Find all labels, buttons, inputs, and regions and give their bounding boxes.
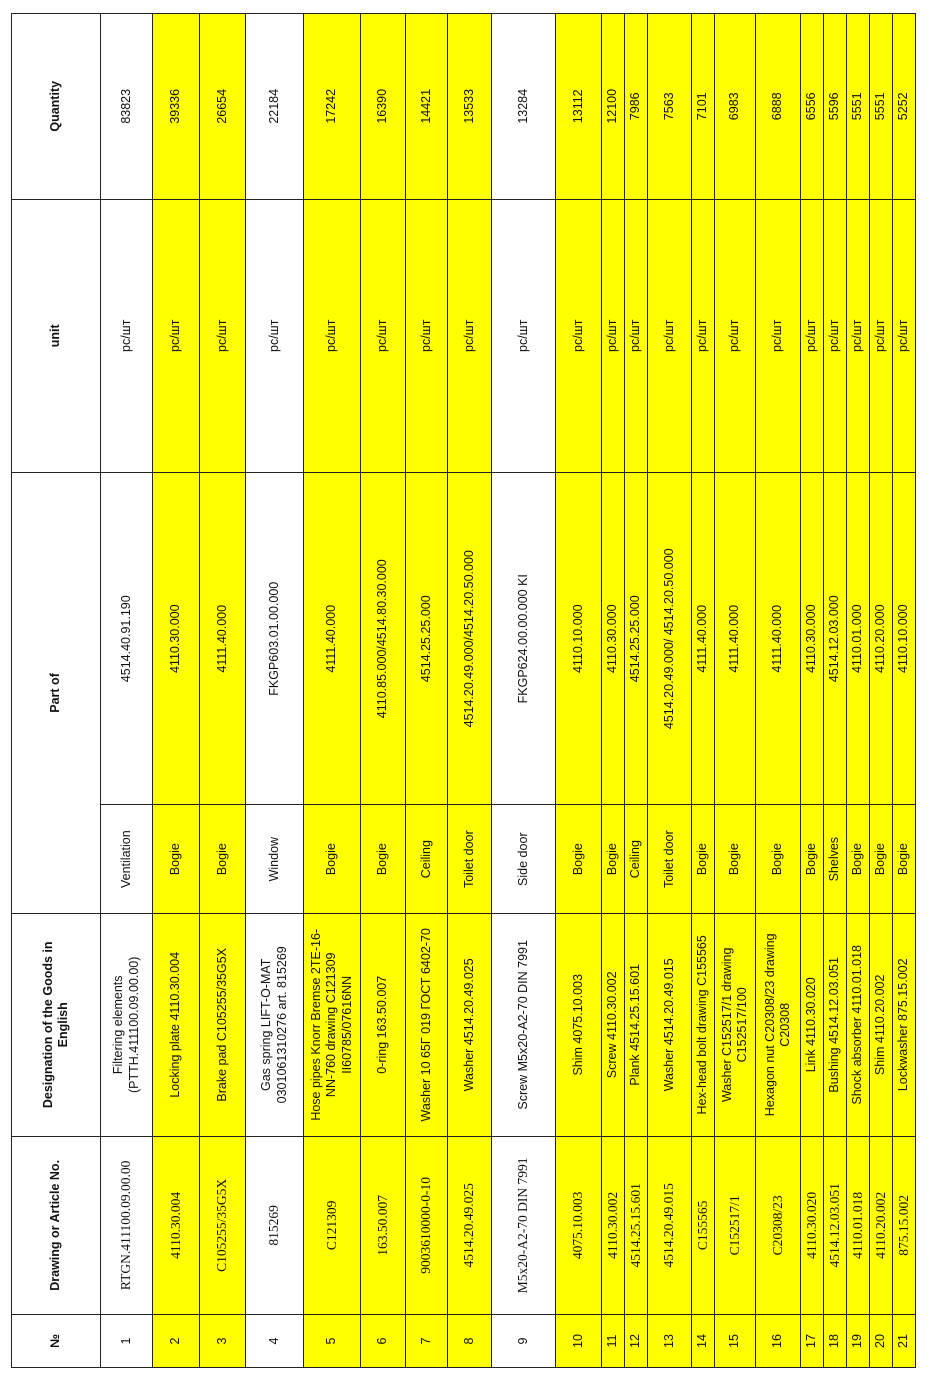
row-number-cell: 16 — [756, 1315, 801, 1368]
part-of-number-cell: 4514.40.91.190 — [101, 473, 153, 805]
designation-cell: Hex-head bolt drawing C155565 — [692, 913, 715, 1136]
header-no: № — [12, 1315, 101, 1368]
table-row — [448, 14, 492, 1368]
drawing-number-cell: C121309 — [304, 1136, 361, 1314]
part-of-number-cell: 4111.40.000 — [756, 473, 801, 805]
part-of-number-cell: 4110.85.000/4514.80.30.000 — [361, 473, 406, 805]
row-number-cell: 1 — [101, 1315, 153, 1368]
quantity-cell: 13533 — [448, 14, 492, 200]
part-of-assembly-cell: Ventilation — [101, 805, 153, 913]
row-number-cell: 20 — [870, 1315, 893, 1368]
drawing-number-cell: 4514.20.49.025 — [448, 1136, 492, 1314]
header-drawing: Drawing or Article No. — [12, 1136, 101, 1314]
designation-cell: Shim 4110.20.002 — [870, 913, 893, 1136]
part-of-assembly-cell: Window — [246, 805, 304, 913]
quantity-cell: 7563 — [648, 14, 692, 200]
quantity-cell: 5551 — [847, 14, 870, 200]
table-row — [556, 14, 602, 1368]
part-of-number-cell: 4514.25.25.000 — [406, 473, 448, 805]
drawing-number-cell: M5x20-A2-70 DIN 7991 — [492, 1136, 556, 1314]
part-of-assembly-cell: Toilet door — [448, 805, 492, 913]
designation-cell: Screw M5x20-A2-70 DIN 7991 — [492, 913, 556, 1136]
designation-cell: Screw 4110.30.002 — [602, 913, 625, 1136]
drawing-number-cell: C155565 — [692, 1136, 715, 1314]
row-number-cell: 21 — [893, 1315, 916, 1368]
unit-cell: pc/шт — [101, 199, 153, 472]
part-of-number-cell: 4111.40.000 — [692, 473, 715, 805]
part-of-number-cell: 4514.20.49.000/4514.20.50.000 — [448, 473, 492, 805]
part-of-number-cell: FKGP603.01.00.000 — [246, 473, 304, 805]
unit-cell: pc/шт — [492, 199, 556, 472]
unit-cell: pc/шт — [870, 199, 893, 472]
part-of-number-cell: 4514.20.49.000/ 4514.20.50.000 — [648, 473, 692, 805]
drawing-number-cell: 4110.30.020 — [801, 1136, 824, 1314]
designation-cell: Shim 4075.10.003 — [556, 913, 602, 1136]
header-unit: unit — [12, 199, 101, 472]
table-row — [824, 14, 847, 1368]
header-row — [12, 14, 101, 1368]
drawing-number-cell: 815269 — [246, 1136, 304, 1314]
part-of-number-cell: 4110.30.000 — [153, 473, 200, 805]
header-part-of: Part of — [12, 473, 101, 914]
part-of-assembly-cell: Bogie — [361, 805, 406, 913]
table-row — [801, 14, 824, 1368]
designation-cell: Washer 4514.20.49.015 — [648, 913, 692, 1136]
table-row — [246, 14, 304, 1368]
unit-cell: pc/шт — [715, 199, 756, 472]
part-of-number-cell: 4111.40.000 — [200, 473, 246, 805]
drawing-number-cell: 163.50.007 — [361, 1136, 406, 1314]
part-of-assembly-cell: Ceiling — [625, 805, 648, 913]
part-of-number-cell: FKGP624.00.00.000 KI — [492, 473, 556, 805]
row-number-cell: 18 — [824, 1315, 847, 1368]
designation-cell: Locking plate 4110.30.004 — [153, 913, 200, 1136]
quantity-cell: 14421 — [406, 14, 448, 200]
unit-cell: pc/шт — [692, 199, 715, 472]
part-of-assembly-cell: Bogie — [692, 805, 715, 913]
drawing-number-cell: 4514.12.03.051 — [824, 1136, 847, 1314]
drawing-number-cell: C20308/23 — [756, 1136, 801, 1314]
part-of-assembly-cell: Bogie — [556, 805, 602, 913]
row-number-cell: 3 — [200, 1315, 246, 1368]
part-of-assembly-cell: Bogie — [847, 805, 870, 913]
part-of-number-cell: 4110.20.000 — [870, 473, 893, 805]
table-row — [648, 14, 692, 1368]
table-row — [847, 14, 870, 1368]
designation-cell: Shock absorber 4110.01.018 — [847, 913, 870, 1136]
quantity-cell: 5252 — [893, 14, 916, 200]
part-of-assembly-cell: Bogie — [756, 805, 801, 913]
row-number-cell: 17 — [801, 1315, 824, 1368]
quantity-cell: 26654 — [200, 14, 246, 200]
row-number-cell: 10 — [556, 1315, 602, 1368]
row-number-cell: 5 — [304, 1315, 361, 1368]
drawing-number-cell: C152517/1 — [715, 1136, 756, 1314]
designation-cell: Filtering elements (PTTH.411100.09.00.00) — [101, 913, 153, 1136]
quantity-cell: 7101 — [692, 14, 715, 200]
part-of-number-cell: 4514.12.03.000 — [824, 473, 847, 805]
part-of-number-cell: 4110.30.000 — [801, 473, 824, 805]
part-of-assembly-cell: Bogie — [870, 805, 893, 913]
unit-cell: pc/шт — [200, 199, 246, 472]
quantity-cell: 6888 — [756, 14, 801, 200]
header-quantity: Quantity — [12, 14, 101, 200]
unit-cell: pc/шт — [602, 199, 625, 472]
part-of-number-cell: 4111.40.000 — [715, 473, 756, 805]
row-number-cell: 2 — [153, 1315, 200, 1368]
drawing-number-cell: 4075.10.003 — [556, 1136, 602, 1314]
row-number-cell: 19 — [847, 1315, 870, 1368]
table-row — [870, 14, 893, 1368]
part-of-assembly-cell: Shelves — [824, 805, 847, 913]
quantity-cell: 16390 — [361, 14, 406, 200]
designation-cell: Washer C152517/1 drawing C152517/100 — [715, 913, 756, 1136]
part-of-assembly-cell: Bogie — [715, 805, 756, 913]
row-number-cell: 9 — [492, 1315, 556, 1368]
unit-cell: pc/шт — [304, 199, 361, 472]
part-of-assembly-cell: Ceiling — [406, 805, 448, 913]
unit-cell: pc/шт — [361, 199, 406, 472]
parts-table — [11, 13, 916, 1368]
unit-cell: pc/шт — [847, 199, 870, 472]
row-number-cell: 14 — [692, 1315, 715, 1368]
part-of-assembly-cell: Bogie — [602, 805, 625, 913]
table-row — [304, 14, 361, 1368]
drawing-number-cell: C105255/35G5X — [200, 1136, 246, 1314]
table-row — [492, 14, 556, 1368]
table-row — [602, 14, 625, 1368]
designation-cell: 0-ring 163.50.007 — [361, 913, 406, 1136]
drawing-number-cell: 4110.01.018 — [847, 1136, 870, 1314]
part-of-assembly-cell: Bogie — [304, 805, 361, 913]
quantity-cell: 39336 — [153, 14, 200, 200]
quantity-cell: 6556 — [801, 14, 824, 200]
quantity-cell: 83823 — [101, 14, 153, 200]
table-row — [625, 14, 648, 1368]
row-number-cell: 8 — [448, 1315, 492, 1368]
part-of-number-cell: 4514.25.25.000 — [625, 473, 648, 805]
unit-cell: pc/шт — [406, 199, 448, 472]
table-row — [200, 14, 246, 1368]
quantity-cell: 12100 — [602, 14, 625, 200]
unit-cell: pc/шт — [648, 199, 692, 472]
part-of-number-cell: 4110.10.000 — [893, 473, 916, 805]
quantity-cell: 17242 — [304, 14, 361, 200]
table-row — [715, 14, 756, 1368]
drawing-number-cell: RTGN.411100.09.00.00 — [101, 1136, 153, 1314]
drawing-number-cell: 4110.30.004 — [153, 1136, 200, 1314]
drawing-number-cell: 875.15.002 — [893, 1136, 916, 1314]
rotated-page — [11, 13, 915, 1368]
row-number-cell: 6 — [361, 1315, 406, 1368]
part-of-assembly-cell: Bogie — [200, 805, 246, 913]
drawing-number-cell: 4110.30.002 — [602, 1136, 625, 1314]
designation-cell: Link 4110.30.020 — [801, 913, 824, 1136]
unit-cell: pc/шт — [556, 199, 602, 472]
table-body — [101, 14, 916, 1368]
row-number-cell: 7 — [406, 1315, 448, 1368]
part-of-assembly-cell: Bogie — [893, 805, 916, 913]
quantity-cell: 13112 — [556, 14, 602, 200]
drawing-number-cell: 4514.20.49.015 — [648, 1136, 692, 1314]
table-row — [406, 14, 448, 1368]
quantity-cell: 7986 — [625, 14, 648, 200]
unit-cell: pc/шт — [824, 199, 847, 472]
row-number-cell: 13 — [648, 1315, 692, 1368]
table-row — [101, 14, 153, 1368]
part-of-assembly-cell: Toilet door — [648, 805, 692, 913]
unit-cell: pc/шт — [756, 199, 801, 472]
row-number-cell: 15 — [715, 1315, 756, 1368]
part-of-number-cell: 4110.10.000 — [556, 473, 602, 805]
header-designation: Designation of the Goods in English — [12, 913, 101, 1136]
part-of-number-cell: 4111.40.000 — [304, 473, 361, 805]
designation-cell: Bushing 4514.12.03.051 — [824, 913, 847, 1136]
table-row — [756, 14, 801, 1368]
quantity-cell: 6983 — [715, 14, 756, 200]
designation-cell: Washer 4514.20.49.025 — [448, 913, 492, 1136]
part-of-number-cell: 4110.30.000 — [602, 473, 625, 805]
unit-cell: pc/шт — [246, 199, 304, 472]
drawing-number-cell: 4110.20.002 — [870, 1136, 893, 1314]
designation-cell: Hose pipes Knorr Bremse 2TE-16-NN-760 drawing C121309 II60785/07616NN — [304, 913, 361, 1136]
quantity-cell: 5551 — [870, 14, 893, 200]
part-of-assembly-cell: Bogie — [801, 805, 824, 913]
table-row — [692, 14, 715, 1368]
part-of-number-cell: 4110.01.000 — [847, 473, 870, 805]
quantity-cell: 5596 — [824, 14, 847, 200]
unit-cell: pc/шт — [801, 199, 824, 472]
unit-cell: pc/шт — [448, 199, 492, 472]
row-number-cell: 12 — [625, 1315, 648, 1368]
part-of-assembly-cell: Side door — [492, 805, 556, 913]
table-row — [153, 14, 200, 1368]
drawing-number-cell: 4514.25.15.601 — [625, 1136, 648, 1314]
unit-cell: pc/шт — [625, 199, 648, 472]
designation-cell: Plank 4514.25.15.601 — [625, 913, 648, 1136]
quantity-cell: 13284 — [492, 14, 556, 200]
designation-cell: Hexagon nut C20308/23 drawing C20308 — [756, 913, 801, 1136]
row-number-cell: 4 — [246, 1315, 304, 1368]
designation-cell: Brake pad C105255/35G5X — [200, 913, 246, 1136]
unit-cell: pc/шт — [153, 199, 200, 472]
unit-cell: pc/шт — [893, 199, 916, 472]
part-of-assembly-cell: Bogie — [153, 805, 200, 913]
drawing-number-cell: 9003610000-0-10 — [406, 1136, 448, 1314]
table-row — [361, 14, 406, 1368]
designation-cell: Washer 10 65Г 019 ГОСТ 6402-70 — [406, 913, 448, 1136]
quantity-cell: 22184 — [246, 14, 304, 200]
designation-cell: Gas spring LIFT-O-MAT 0301061310276 art. 815269 — [246, 913, 304, 1136]
table-row — [893, 14, 916, 1368]
designation-cell: Lockwasher 875.15.002 — [893, 913, 916, 1136]
row-number-cell: 11 — [602, 1315, 625, 1368]
